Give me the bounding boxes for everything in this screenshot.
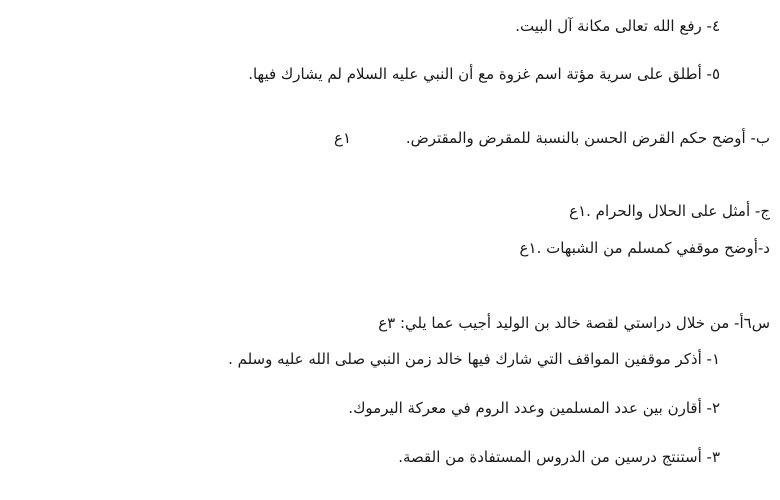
question-6-item-2: ٢- أقارن بين عدد المسلمين وعدد الروم في معركة اليرموك. — [348, 399, 720, 417]
item-5-text: ٥- أطلق على سرية مؤتة اسم غزوة مع أن النبي عليه السلام لم يشارك فيها. — [248, 65, 720, 83]
item-4-text: ٤- رفع الله تعالى مكانة آل البيت. — [515, 17, 720, 35]
question-6-header: س٦أ- من خلال دراستي لقصة خالد بن الوليد أجيب عما يلي: ٣ع — [378, 314, 770, 332]
question-d-text: د-أوضح موقفي كمسلم من الشبهات .١ع — [519, 239, 770, 257]
question-b-mark: ١ع — [334, 129, 352, 147]
question-b-text: ب- أوضح حكم القرض الحسن بالنسبة للمقرض والمقترض. — [405, 129, 770, 147]
question-6-item-3: ٣- أستنتج درسين من الدروس المستفادة من القصة. — [398, 448, 720, 466]
question-6-item-1: ١- أذكر موقفين المواقف التي شارك فيها خالد زمن النبي صلى الله عليه وسلم . — [228, 350, 720, 368]
question-j-text: ج- أمثل على الحلال والحرام .١ع — [569, 202, 770, 220]
